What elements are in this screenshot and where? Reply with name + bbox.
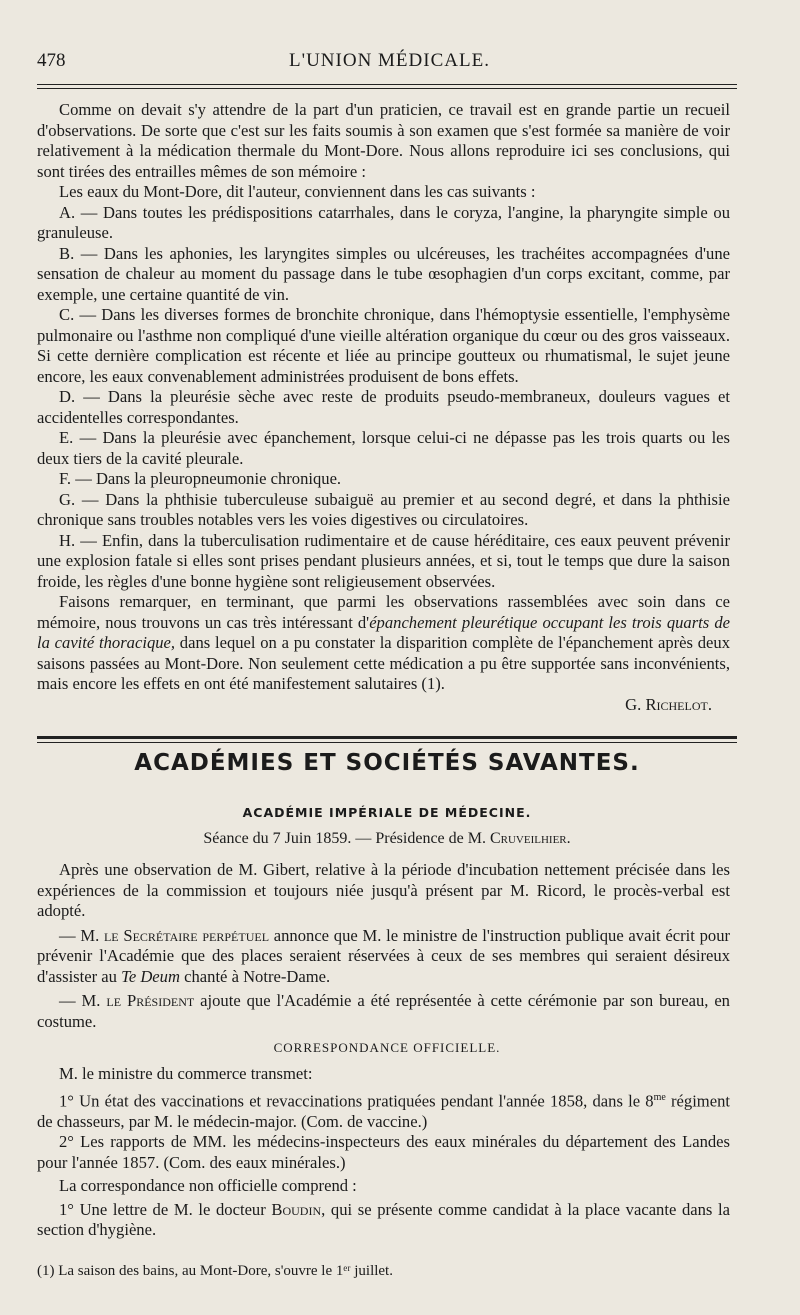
seance-body — [37, 860, 730, 1032]
header-rule — [37, 84, 737, 85]
correspondence-body — [37, 1064, 730, 1241]
academy-title: ACADÉMIE IMPÉRIALE DE MÉDECINE. — [242, 805, 532, 820]
section-rule — [37, 736, 737, 739]
section-rule-2 — [37, 742, 737, 743]
conclusion-text-end: dans lequel on a pu constater la disparition complète de l'épanchement après deux saisons passées au Mont-Dore. Non seulement cette médication a pu être supportée sans inconvénients, mais encore les effets en ont été manifestement salutaires (1). — [37, 633, 730, 693]
section-title: ACADÉMIES ET SOCIÉTÉS SAVANTES. — [134, 750, 640, 776]
article-paragraph: E. — Dans la pleurésie avec épanchement, lorsque celui-ci ne dépasse pas les trois quarts ou les deux tiers de la cavité pleurale. — [37, 428, 730, 468]
journal-title: L'UNION MÉDICALE. — [289, 50, 490, 71]
header-rule-2 — [37, 88, 737, 89]
president-label: le Président — [106, 991, 195, 1010]
article-paragraph: B. — Dans les aphonies, les laryngites simples ou ulcéreuses, les trachéites accompagnées d'une sensation de chaleur au moment du passage dans le tube œsophagien d'un corps excitant, comme, par exemple, une certaine quantité de vin. — [37, 243, 730, 304]
article-paragraph: D. — Dans la pleurésie sèche avec reste de produits pseudo-membraneux, douleurs vagues et accidentelles correspondantes. — [37, 387, 730, 427]
page-header — [37, 50, 742, 78]
correspondence-item: 1° Un état des vaccinations et revaccinations pratiquées pendant l'année 1858, dans le $8^{me}$ régiment de chasseurs, par M. le médecin-major. (Com. de vaccine.) — [37, 1091, 730, 1131]
correspondence-item: M. le ministre du commerce transmet: — [59, 1064, 313, 1083]
article-paragraph: Les eaux du Mont-Dore, dit l'auteur, conviennent dans les cas suivants : — [59, 182, 536, 201]
article-paragraph: A. — Dans toutes les prédispositions catarrhales, dans le coryza, l'angine, la pharyngite simple ou granuleuse. — [37, 202, 730, 242]
correspondence-title: CORRESPONDANCE OFFICIELLE. — [273, 1040, 501, 1055]
article-signature: G. Richelot. — [625, 694, 712, 714]
conclusion-text: Faisons remarquer, en terminant, que parmi les observations rassemblées avec soin dans ce mémoire, nous trouvons un cas très intéressant d' — [37, 592, 730, 632]
seance-paragraph: — M. le Secrétaire perpétuel annonce que M. le ministre de l'instruction publique avait écrit pour prévenir l'Académie que des places seraient réservées à ceux de ses membres qui seraient désireux d'assister au Te Deum chanté à Notre-Dame. — [37, 925, 731, 986]
correspondence-item: La correspondance non officielle comprend : — [59, 1176, 357, 1196]
seance-text: Séance du 7 Juin 1859. — Présidence de M. — [203, 830, 486, 847]
footnote: (1) La saison des bains, au Mont-Dore, s'ouvre le 1ᵉʳ juillet. — [37, 1263, 393, 1279]
page-number: 478 — [37, 50, 66, 71]
te-deum: Te Deum — [121, 966, 180, 986]
secretary-label: le Secrétaire perpétuel — [103, 925, 270, 945]
article-body — [37, 100, 730, 715]
article-paragraph: F. — Dans la pleuropneumonie chronique. — [59, 469, 342, 488]
article-paragraph: G. — Dans la phthisie tuberculeuse subaiguë au premier et au second degré, et dans la phthisie chronique sans troubles notables vers les voies digestives ou circulatoires. — [37, 489, 730, 529]
president-name: Cruveilhier. — [489, 830, 571, 847]
article-paragraph: C. — Dans les diverses formes de bronchite chronique, dans l'hémoptysie essentielle, l'emphysème pulmonaire ou l'asthme non compliqué d'une vieille altération organique du cœur ou des gros vaisseaux. Si cette dernière complication est récente et liée au principe goutteux ou rhumatismal, le sujet jeune encore, les eaux convenablement administrées produisent de bons effets. — [37, 305, 730, 386]
correspondence-item: 1° Une lettre de M. le docteur Boudin, qui se présente comme candidat à la place vacante dans la section d'hygiène. — [37, 1199, 730, 1240]
seance-paragraph: Après une observation de M. Gibert, relative à la période d'incubation nettement précisée dans les expériences de la commission et toujours niée jusqu'à présent par M. Ricord, le procès-verbal est adopté. — [37, 860, 730, 920]
seance-paragraph: — M. le Président ajoute que l'Académie a été représentée à cette cérémonie par son bureau, en costume. — [37, 991, 730, 1031]
seance-line — [37, 830, 737, 848]
conclusion-italic: épanchement pleurétique occupant les trois quarts de la cavité thoracique, — [37, 612, 730, 652]
article-conclusion — [37, 592, 730, 695]
boudin-name: Boudin — [271, 1199, 322, 1219]
article-paragraph: H. — Enfin, dans la tuberculisation rudimentaire et de cause héréditaire, ces eaux peuvent prévenir une explosion fatale si elles sont prises pendant plusieurs années, et si, tout le temps que dure la saison froide, les règles d'une bonne hygiène sont religieusement observées. — [37, 530, 730, 591]
article-paragraph: Comme on devait s'y attendre de la part d'un praticien, ce travail est en grande partie un recueil d'observations. De sorte que c'est sur les faits soumis à son examen que s'est formée sa manière de voir relativement à la médication thermale du Mont-Dore. Nous allons reproduire ici ses conclusions, qui sont tirées des entrailles mêmes de son mémoire : — [37, 100, 730, 181]
correspondence-item: 2° Les rapports de MM. les médecins-inspecteurs des eaux minérales du département des Landes pour l'année 1857. (Com. des eaux minérales.) — [37, 1132, 730, 1172]
